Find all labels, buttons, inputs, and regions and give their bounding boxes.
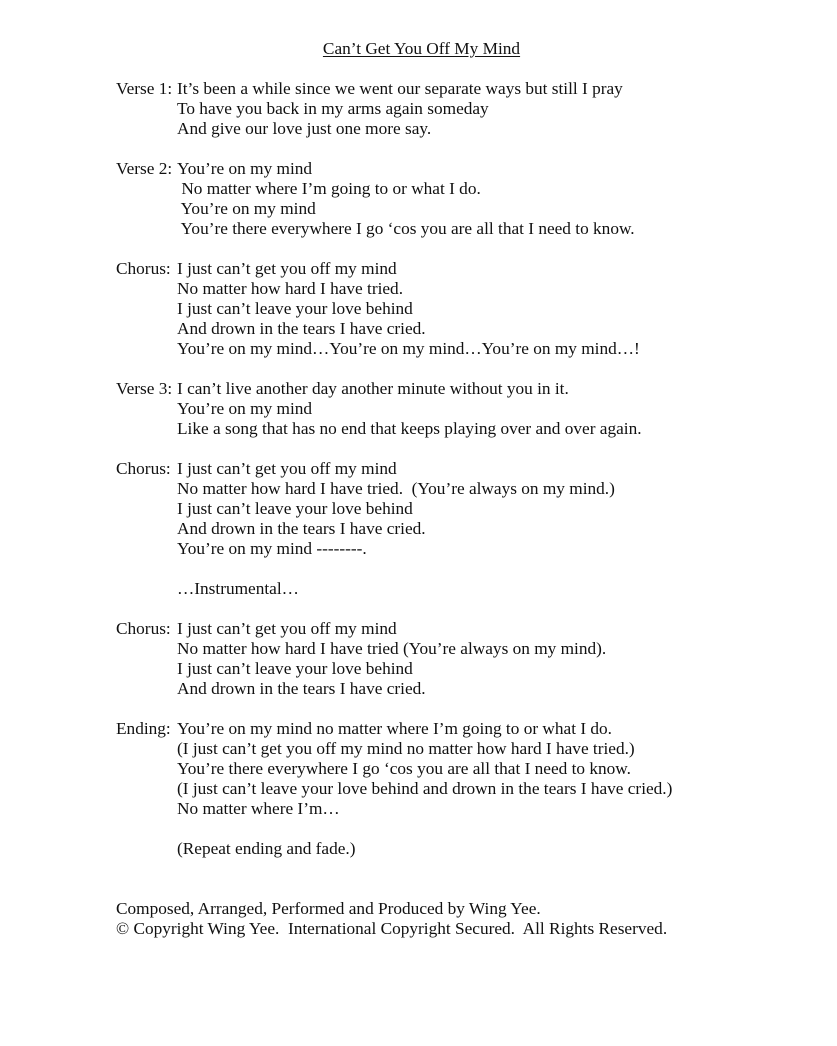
lyric-text: No matter how hard I have tried. (You’re always on my mind.)	[177, 479, 615, 498]
lyric-text: No matter where I’m going to or what I do.	[177, 179, 481, 198]
lyric-text: I just can’t get you off my mind	[177, 459, 397, 478]
lyric-section	[116, 459, 816, 559]
lyric-line	[116, 739, 816, 759]
lyric-section	[116, 79, 816, 139]
lyric-text: You’re on my mind…You’re on my mind…You’re on my mind…!	[177, 339, 640, 358]
copyright-notice: © Copyright Wing Yee. International Copyright Secured. All Rights Reserved.	[116, 919, 668, 938]
lyric-text: (I just can’t get you off my mind no matter how hard I have tried.)	[177, 739, 635, 758]
composer-credit: Composed, Arranged, Performed and Produced by Wing Yee.	[116, 899, 541, 918]
lyric-text: I just can’t leave your love behind	[177, 499, 413, 518]
section-label: Chorus:	[116, 259, 171, 278]
section-gap	[116, 439, 816, 459]
lyric-section	[116, 379, 816, 439]
lyric-line	[116, 219, 816, 239]
lyric-line	[116, 799, 816, 819]
lyric-text: You’re there everywhere I go ‘cos you are all that I need to know.	[177, 759, 631, 778]
lyric-text: (Repeat ending and fade.)	[177, 839, 356, 858]
lyric-text: You’re there everywhere I go ‘cos you are all that I need to know.	[177, 219, 635, 238]
lyrics-body	[116, 79, 816, 879]
section-label: Verse 1:	[116, 79, 173, 98]
lyric-line	[116, 279, 816, 299]
section-label: Chorus:	[116, 619, 171, 638]
section-label: Verse 3:	[116, 379, 173, 398]
lyric-text: It’s been a while since we went our separate ways but still I pray	[177, 79, 623, 98]
lyric-line	[116, 639, 816, 659]
section-label: Verse 2:	[116, 159, 173, 178]
section-gap	[116, 139, 816, 159]
lyric-line	[116, 539, 816, 559]
lyric-text: I just can’t leave your love behind	[177, 299, 413, 318]
lyric-text: Like a song that has no end that keeps playing over and over again.	[177, 419, 642, 438]
lyric-text: And drown in the tears I have cried.	[177, 319, 426, 338]
lyric-line	[116, 679, 816, 699]
lyric-text: And give our love just one more say.	[177, 119, 432, 138]
lyric-line	[116, 199, 816, 219]
credits	[116, 899, 667, 939]
lyric-text: You’re on my mind	[177, 399, 313, 418]
lyric-text: I just can’t get you off my mind	[177, 259, 397, 278]
lyric-line	[116, 419, 816, 439]
lyric-text: No matter where I’m…	[177, 799, 340, 818]
section-label: Ending:	[116, 719, 171, 738]
lyric-section	[116, 259, 816, 359]
lyric-line	[116, 299, 816, 319]
section-gap	[116, 559, 816, 579]
lyric-line	[116, 339, 816, 359]
lyric-text: You’re on my mind	[177, 159, 313, 178]
lyric-text: You’re on my mind --------.	[177, 539, 367, 558]
lyric-text: And drown in the tears I have cried.	[177, 679, 426, 698]
section-gap	[116, 359, 816, 379]
lyric-line	[116, 319, 816, 339]
lyric-line	[116, 519, 816, 539]
lyric-line	[116, 659, 816, 679]
lyric-line	[116, 499, 816, 519]
section-gap	[116, 599, 816, 619]
lyric-text: I just can’t get you off my mind	[177, 619, 397, 638]
lyric-line	[116, 839, 816, 859]
lyric-text: (I just can’t leave your love behind and drown in the tears I have cried.)	[177, 779, 673, 798]
lyric-line	[116, 179, 816, 199]
lyric-section	[116, 719, 816, 819]
lyric-line	[116, 759, 816, 779]
lyric-text: To have you back in my arms again someday	[177, 99, 489, 118]
lyric-line	[116, 379, 816, 399]
lyric-text: I just can’t leave your love behind	[177, 659, 413, 678]
lyric-text: And drown in the tears I have cried.	[177, 519, 426, 538]
lyric-text: …Instrumental…	[177, 579, 299, 598]
lyric-text: You’re on my mind no matter where I’m going to or what I do.	[177, 719, 613, 738]
section-label: Chorus:	[116, 459, 171, 478]
section-gap	[116, 859, 816, 879]
song-title: Can’t Get You Off My Mind	[322, 39, 521, 58]
lyric-section	[116, 619, 816, 699]
lyric-line	[116, 479, 816, 499]
lyric-line	[116, 79, 816, 99]
section-gap	[116, 699, 816, 719]
lyric-line	[116, 259, 816, 279]
section-gap	[116, 239, 816, 259]
lyric-line	[116, 719, 816, 739]
lyric-section	[116, 839, 816, 859]
lyric-text: You’re on my mind	[177, 199, 316, 218]
lyric-text: No matter how hard I have tried (You’re always on my mind).	[177, 639, 607, 658]
lyric-text: I can’t live another day another minute without you in it.	[177, 379, 569, 398]
lyric-text: No matter how hard I have tried.	[177, 279, 404, 298]
lyric-line	[116, 619, 816, 639]
lyric-line	[116, 99, 816, 119]
lyric-line	[116, 779, 816, 799]
lyric-line	[116, 579, 816, 599]
section-gap	[116, 819, 816, 839]
lyric-section	[116, 159, 816, 239]
lyric-line	[116, 119, 816, 139]
lyric-line	[116, 159, 816, 179]
lyric-section	[116, 579, 816, 599]
lyric-line	[116, 459, 816, 479]
lyric-line	[116, 399, 816, 419]
